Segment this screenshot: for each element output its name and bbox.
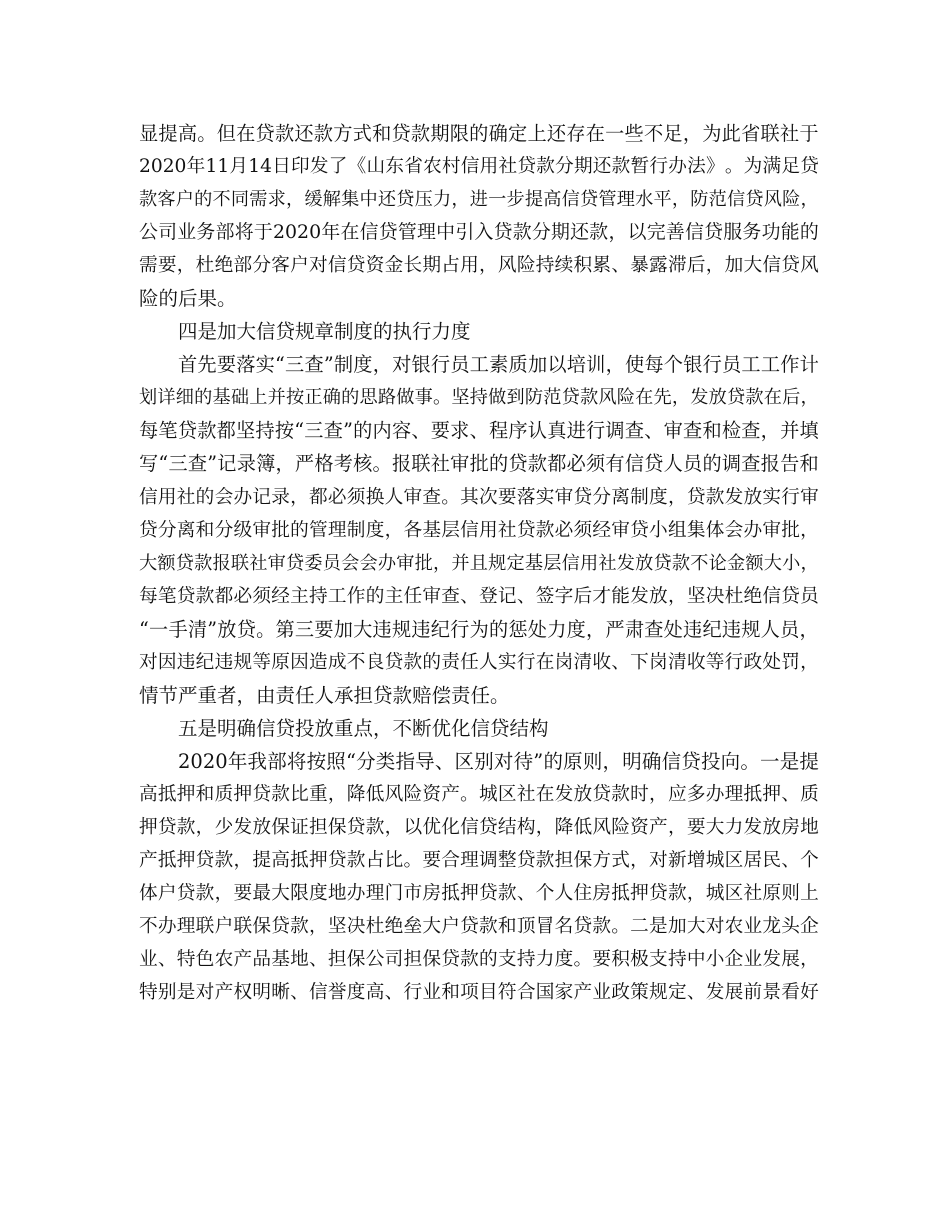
paragraph-line: 信 用 社 的 会 办 记 录 ， 都 必 须 换 人 审 查 。 其 次 要 落 实 审 贷 分 离 制 度 ， 贷 款 发 放 实 行 审 [139,486,819,508]
paragraph-line: 产 抵 押 贷 款 ， 提 高 抵 押 贷 款 占 比 。 要 合 理 调 整 贷 款 担 保 方 式 ， 对 新 增 城 区 居 民 、 个 [139,850,819,872]
paragraph-line: 体 户 贷 款 ， 要 最 大 限 度 地 办 理 门 市 房 抵 押 贷 款 、 个 人 住 房 抵 押 贷 款 ， 城 区 社 原 则 上 [139,883,819,905]
paragraph-line: 划 详 细 的 基 础 上 并 按 正 确 的 思 路 做 事 。 坚 持 做 到 防 范 贷 款 风 险 在 先 ， 发 放 贷 款 在 后 ， [139,387,819,409]
paragraph-line: 险的后果。 [139,287,237,311]
paragraph-line: 高 抵 押 和 质 押 贷 款 比 重 ， 降 低 风 险 资 产 。 城 区 社 在 发 放 贷 款 时 ， 应 多 办 理 抵 押 、 质 [139,783,819,805]
paragraph-line: 不 办 理 联 户 联 保 贷 款 ， 坚 决 杜 绝 垒 大 户 贷 款 和 顶 冒 名 贷 款 。 二 是 加 大 对 农 业 龙 头 企 [139,916,819,938]
paragraph-line: “ 一 手 清 ” 放 贷 。 第 三 要 加 大 违 规 违 纪 行 为 的 惩 处 力 度 ， 严 肃 查 处 违 纪 违 规 人 员 ， [139,617,819,641]
paragraph-line: 大 额 贷 款 报 联 社 审 贷 委 员 会 会 办 审 批 ， 并 且 规 定 基 层 信 用 社 发 放 贷 款 不 论 金 额 大 小 ， [139,552,819,574]
paragraph-line: 显 提 高 。 但 在 贷 款 还 款 方 式 和 贷 款 期 限 的 确 定 上 还 存 在 一 些 不 足 ， 为 此 省 联 社 于 [139,122,819,145]
paragraph-line: 写 “ 三 查 ” 记 录 簿 ， 严 格 考 核 。 报 联 社 审 批 的 贷 款 都 必 须 有 信 贷 人 员 的 调 查 报 告 和 [139,452,819,476]
paragraph-line: 首 先 要 落 实 “ 三 查 ” 制 度 ， 对 银 行 员 工 素 质 加 以 培 训 ， 使 每 个 银 行 员 工 工 作 计 [178,353,819,377]
paragraph-line: 公 司 业 务 部 将 于 2020 年 在 信 贷 管 理 中 引 入 贷 款 分 期 还 款 ， 以 完 善 信 贷 服 务 功 能 的 [139,221,819,244]
paragraph-line: 款 客 户 的 不 同 需 求 ， 缓 解 集 中 还 贷 压 力 ， 进 一 步 提 高 信 贷 管 理 水 平 ， 防 范 信 贷 风 险 ， [139,189,819,211]
paragraph-line: 每 笔 贷 款 都 坚 持 按 “ 三 查 ” 的 内 容 、 要 求 、 程 序 认 真 进 行 调 查 、 审 查 和 检 查 ， 并 填 [139,419,819,443]
paragraph-line: 每 笔 贷 款 都 必 须 经 主 持 工 作 的 主 任 审 查 、 登 记 、 签 字 后 才 能 发 放 ， 坚 决 杜 绝 信 贷 员 [139,585,819,607]
paragraph-line: 贷 分 离 和 分 级 审 批 的 管 理 制 度 ， 各 基 层 信 用 社 贷 款 必 须 经 审 贷 小 组 集 体 会 办 审 批 ， [139,519,819,541]
paragraph-line: 对 因 违 纪 违 规 等 原 因 造 成 不 良 贷 款 的 责 任 人 实 行 在 岗 清 收 、 下 岗 清 收 等 行 政 处 罚 ， [139,651,819,673]
paragraph-line: 特 别 是 对 产 权 明 晰 、 信 誉 度 高 、 行 业 和 项 目 符 合 国 家 产 业 政 策 规 定 、 发 展 前 景 看 好 [139,982,819,1004]
section-heading: 四是加大信贷规章制度的执行力度 [178,320,471,344]
paragraph-line: 业 、 特 色 农 产 品 基 地 、 担 保 公 司 担 保 贷 款 的 支 持 力 度 。 要 积 极 支 持 中 小 企 业 发 展 ， [139,949,819,971]
section-heading: 五是明确信贷投放重点，不断优化信贷结构 [178,716,549,740]
paragraph-line: 需 要 ， 杜 绝 部 分 客 户 对 信 贷 资 金 长 期 占 用 ， 风 险 持 续 积 累 、 暴 露 滞 后 ， 加 大 信 贷 风 [139,255,819,277]
paragraph-line: 押 贷 款 ， 少 发 放 保 证 担 保 贷 款 ， 以 优 化 信 贷 结 构 ， 降 低 风 险 资 产 ， 要 大 力 发 放 房 地 [139,816,819,838]
paragraph-line: 情节严重者，由责任人承担贷款赔偿责任。 [139,683,510,707]
paragraph-line: 2020 年 11 月 14 日 印 发 了 《 山 东 省 农 村 信 用 社 贷 款 分 期 还 款 暂 行 办 法 》 。 为 满 足 贷 [139,156,819,178]
paragraph-line: 2020 年 我 部 将 按 照 “ 分 类 指 导 、 区 别 对 待 ” 的 原 则 ， 明 确 信 贷 投 向 。 一 是 提 [178,749,819,773]
document-body [139,117,819,1009]
